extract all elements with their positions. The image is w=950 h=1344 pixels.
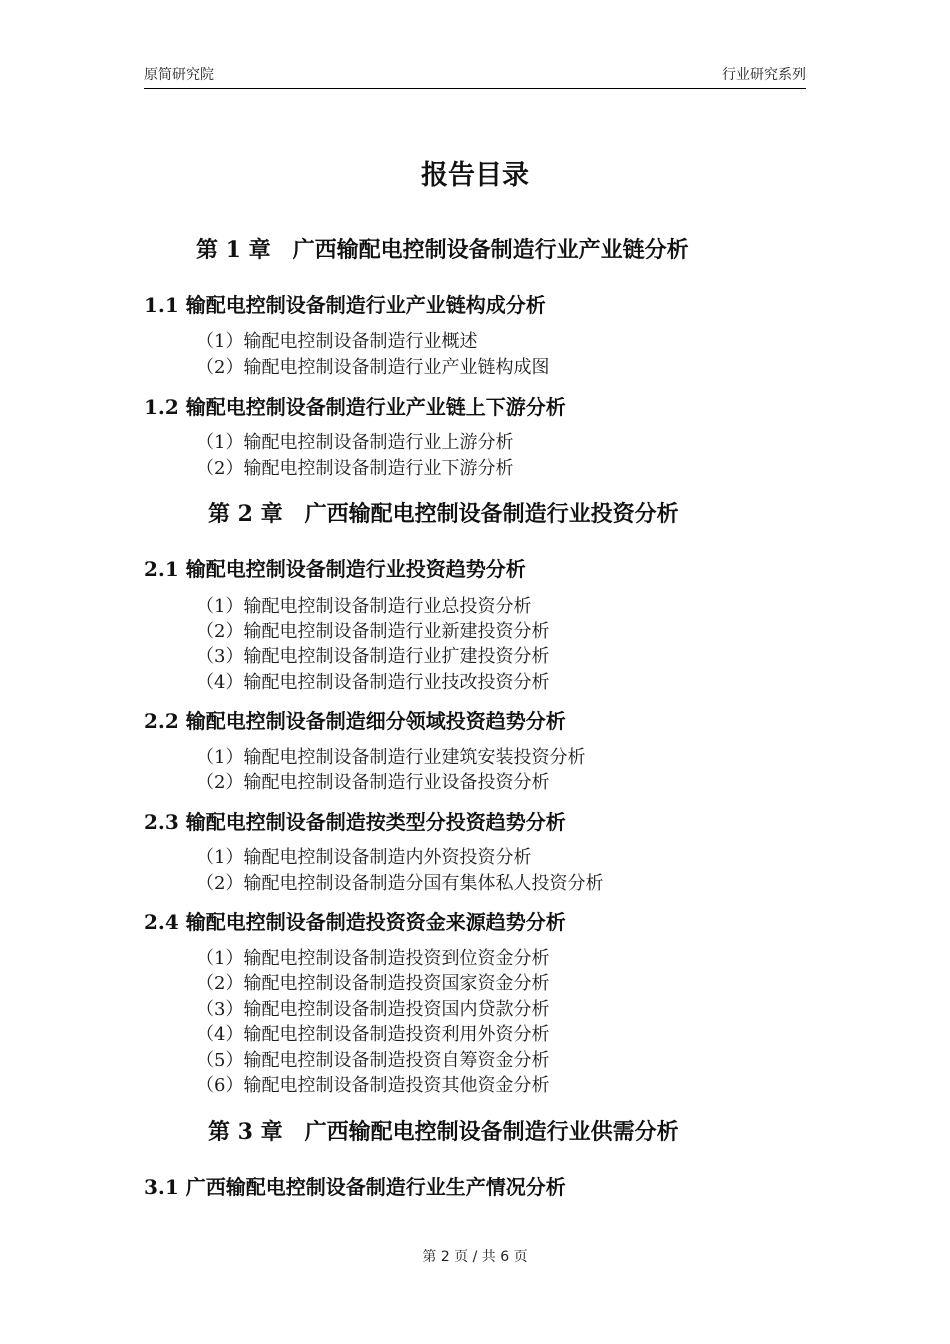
toc-item: （1）输配电控制设备制造行业上游分析	[196, 432, 514, 453]
page-number: 第 2 页 / 共 6 页	[422, 1249, 528, 1265]
section-heading: 2.2 输配电控制设备制造细分领域投资趋势分析	[144, 709, 566, 733]
toc-item: （2）输配电控制设备制造行业产业链构成图	[196, 357, 550, 378]
page-title: 报告目录	[421, 160, 529, 191]
toc-item: （2）输配电控制设备制造分国有集体私人投资分析	[196, 873, 604, 894]
chapter-heading: 第 3 章 广西输配电控制设备制造行业供需分析	[208, 1119, 679, 1145]
toc-item: （3）输配电控制设备制造行业扩建投资分析	[196, 646, 550, 667]
toc-item: （2）输配电控制设备制造投资国家资金分析	[196, 973, 550, 994]
toc-item: （6）输配电控制设备制造投资其他资金分析	[196, 1075, 550, 1096]
toc-item: （3）输配电控制设备制造投资国内贷款分析	[196, 999, 550, 1020]
section-heading: 1.1 输配电控制设备制造行业产业链构成分析	[144, 293, 546, 317]
chapter-heading: 第 1 章 广西输配电控制设备制造行业产业链分析	[196, 237, 689, 263]
chapter-heading: 第 2 章 广西输配电控制设备制造行业投资分析	[208, 501, 679, 527]
toc-item: （1）输配电控制设备制造内外资投资分析	[196, 847, 532, 868]
header-right-text: 行业研究系列	[722, 67, 806, 83]
section-heading: 1.2 输配电控制设备制造行业产业链上下游分析	[144, 395, 566, 419]
toc-item: （1）输配电控制设备制造行业建筑安装投资分析	[196, 747, 586, 768]
toc-item: （1）输配电控制设备制造行业概述	[196, 331, 478, 352]
toc-item: （2）输配电控制设备制造行业设备投资分析	[196, 772, 550, 793]
header-left-text: 原简研究院	[144, 67, 214, 83]
section-heading: 2.4 输配电控制设备制造投资资金来源趋势分析	[144, 910, 566, 934]
toc-item: （1）输配电控制设备制造行业总投资分析	[196, 596, 532, 617]
toc-item: （1）输配电控制设备制造投资到位资金分析	[196, 948, 550, 969]
section-heading: 2.3 输配电控制设备制造按类型分投资趋势分析	[144, 810, 566, 834]
section-heading: 2.1 输配电控制设备制造行业投资趋势分析	[144, 557, 526, 581]
toc-item: （5）输配电控制设备制造投资自筹资金分析	[196, 1050, 550, 1071]
section-heading: 3.1 广西输配电控制设备制造行业生产情况分析	[144, 1175, 566, 1199]
toc-item: （4）输配电控制设备制造行业技改投资分析	[196, 672, 550, 693]
toc-item: （2）输配电控制设备制造行业下游分析	[196, 458, 514, 479]
toc-item: （2）输配电控制设备制造行业新建投资分析	[196, 621, 550, 642]
header-rule	[144, 88, 806, 89]
toc-item: （4）输配电控制设备制造投资利用外资分析	[196, 1024, 550, 1045]
